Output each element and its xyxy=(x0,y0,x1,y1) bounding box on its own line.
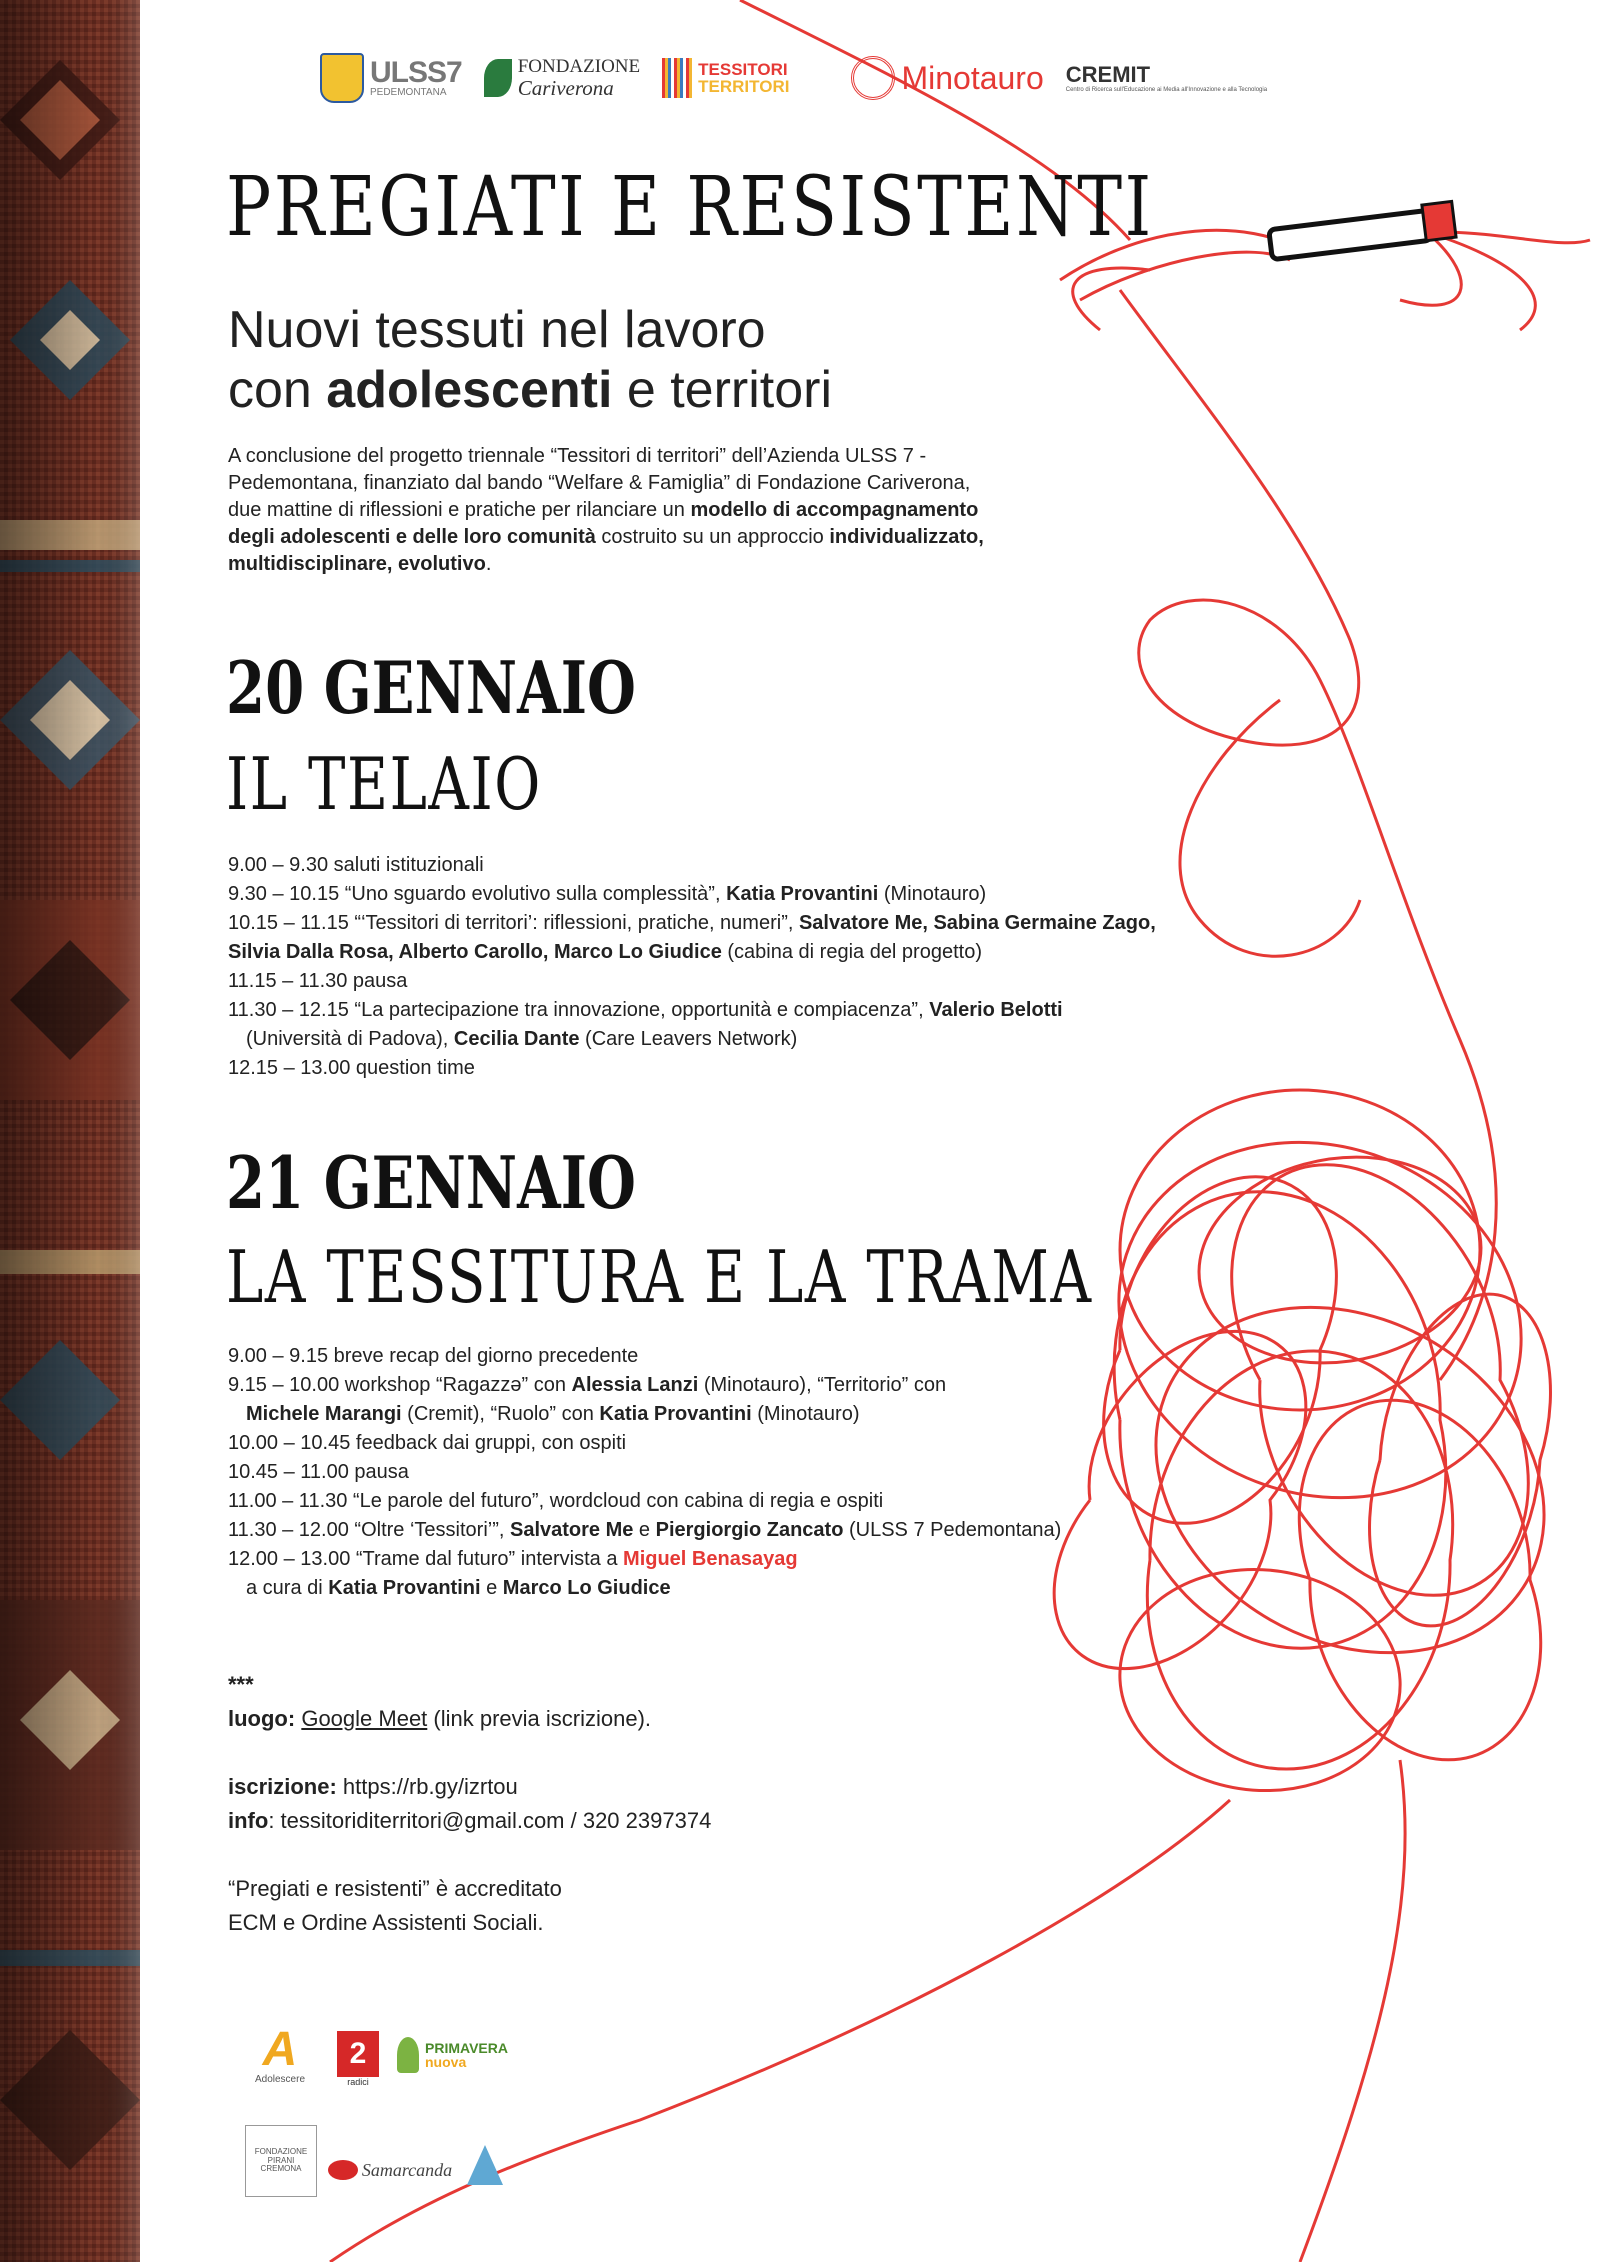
registration-link[interactable]: https://rb.gy/izrtou xyxy=(336,1774,518,1799)
schedule-item: Michele Marangi (Cremit), “Ruolo” con Katia Provantini (Minotauro) xyxy=(246,1403,860,1425)
schedule-item: (Università di Padova), Cecilia Dante (Care Leavers Network) xyxy=(246,1028,798,1050)
tessitori-territori-logo: TESSITORI TERRITORI xyxy=(662,58,789,98)
schedule-item: 9.30 – 10.15 “Uno sguardo evolutivo sulla complessità”, Katia Provantini (Minotauro) xyxy=(228,883,987,905)
schedule-item: 10.00 – 10.45 feedback dai gruppi, con ospiti xyxy=(228,1432,627,1454)
subtitle: Nuovi tessuti nel lavoro con adolescenti e territori xyxy=(228,301,833,419)
fondazione-pirani-logo: FONDAZIONE PIRANI CREMONA xyxy=(245,2125,317,2197)
page-title: PREGIATI E RESISTENTI xyxy=(226,160,1154,255)
schedule-item: a cura di Katia Provantini e Marco Lo Giudice xyxy=(246,1577,671,1599)
cremit-logo: CREMIT Centro di Ricerca sull'Educazione ai Media all'Innovazione e alla Tecnologia xyxy=(1065,61,1268,93)
schedule-item: 10.15 – 11.15 “‘Tessitori di territori’: riflessioni, pratiche, numeri”, Salvatore Me, Sabina Germaine Zago, xyxy=(228,912,1156,934)
contact-info: : tessitoriditerritori@gmail.com / 320 2397374 xyxy=(268,1808,712,1833)
rug-image xyxy=(0,0,140,2262)
samarcanda-logo: Samarcanda xyxy=(325,2145,455,2195)
radici-red-square-icon: 2 xyxy=(337,2031,379,2077)
schedule-item: 12.15 – 13.00 question time xyxy=(228,1057,475,1079)
schedule-item: 11.15 – 11.30 pausa xyxy=(228,970,408,992)
schedule-item: 12.00 – 13.00 “Trame dal futuro” intervista a Miguel Benasayag xyxy=(228,1548,798,1570)
schedule-item: 9.00 – 9.30 saluti istituzionali xyxy=(228,854,484,876)
cariverona-leaf-icon xyxy=(484,59,512,97)
adolescere-logo: A Adolescere xyxy=(254,2022,306,2085)
ulss7-logo: ULSS7 PEDEMONTANA xyxy=(320,53,462,103)
schedule-item: 9.00 – 9.15 breve recap del giorno precedente xyxy=(228,1345,639,1367)
sponsor-logos-top xyxy=(320,48,1296,108)
fondazione-cariverona-logo: FONDAZIONE Cariverona xyxy=(484,57,640,99)
letter-a-icon: A xyxy=(262,2022,298,2076)
needle-icon xyxy=(1269,201,1456,259)
day1-date: 20 GENNAIO xyxy=(226,645,636,730)
plant-icon xyxy=(397,2037,419,2073)
schedule-item: 11.00 – 11.30 “Le parole del futuro”, wordcloud con cabina di regia e ospiti xyxy=(228,1490,884,1512)
loom-icon xyxy=(662,58,692,98)
day2-title: LA TESSITURA E LA TRAMA xyxy=(226,1235,1093,1319)
schedule-item: 9.15 – 10.00 workshop “Ragazzə” con Alessia Lanzi (Minotauro), “Territorio” con xyxy=(228,1374,947,1396)
veneto-crest-icon xyxy=(320,53,364,103)
minotauro-maze-icon xyxy=(851,56,895,100)
schedule-item: 11.30 – 12.15 “La partecipazione tra innovazione, opportunità e compiacenza”, Valerio Belotti xyxy=(228,999,1063,1021)
radici-logo: 2 radici xyxy=(333,2019,383,2099)
intro-paragraph: A conclusione del progetto triennale “Tessitori di territori” dell’Azienda ULSS 7 - Pedemontana, finanziato dal bando “Welfare & Famiglia” di Fondazione Cariverona, due mattine di riflessioni e pratiche per rilanciare un modello di accompagnamento degli adolescenti e delle loro comunità costruito su un approccio individualizzato, multidisciplinare, evolutivo. xyxy=(228,445,984,575)
day1-schedule xyxy=(228,851,1348,1083)
schedule-item: 11.30 – 12.00 “Oltre ‘Tessitori’”, Salvatore Me e Piergiorgio Zancato (ULSS 7 Pedemontana) xyxy=(228,1519,1062,1541)
event-info: *** luogo: Google Meet (link previa iscrizione). iscrizione: https://rb.gy/izrtou info: tessitoriditerritori@gmail.com / 320 2397374 “Pregiati e resistenti” è accreditato ECM e Ordine Assistenti Sociali. xyxy=(228,1672,712,1935)
schedule-item: Silvia Dalla Rosa, Alberto Carollo, Marco Lo Giudice (cabina di regia del progetto) xyxy=(228,941,982,963)
day2-schedule xyxy=(228,1342,1348,1603)
day1-title: IL TELAIO xyxy=(226,742,542,826)
sailboat-icon xyxy=(467,2145,503,2185)
samarcanda-swirl-icon xyxy=(328,2160,358,2180)
minotauro-logo: Minotauro xyxy=(851,56,1043,100)
day2-date: 21 GENNAIO xyxy=(226,1140,636,1225)
schedule-item: 10.45 – 11.00 pausa xyxy=(228,1461,409,1483)
sailboat-logo xyxy=(460,2130,510,2200)
google-meet-link[interactable]: Google Meet xyxy=(301,1706,428,1731)
primavera-nuova-logo: PRIMAVERA nuova xyxy=(397,2025,517,2085)
